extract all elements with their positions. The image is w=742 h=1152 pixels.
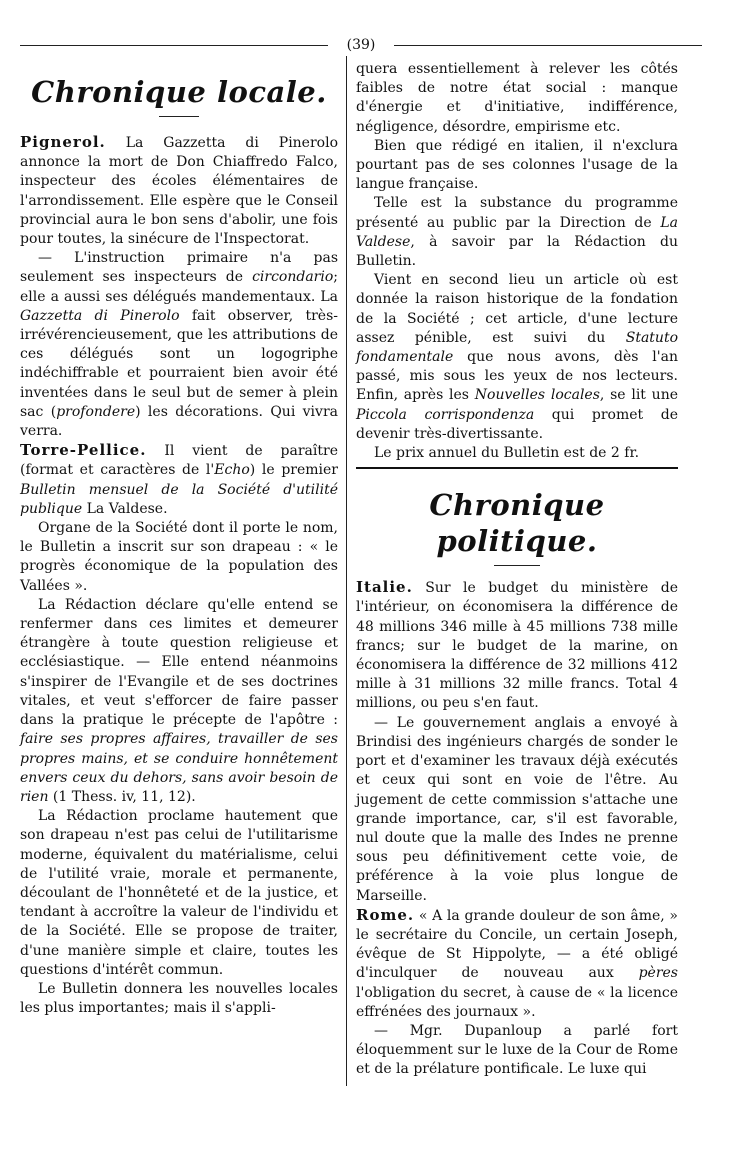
page-number: (39) (346, 37, 376, 53)
title-rule (159, 116, 199, 117)
paragraph-dupanloup: — Mgr. Dupanloup a parlé fort éloquemment sur le luxe de la Cour de Rome et de la prélature pontificale. Le luxe qui (356, 1022, 678, 1078)
chronique-locale-title: Chronique locale. (31, 75, 327, 109)
right-column (356, 60, 678, 1080)
paragraph-instruction: — L'instruction primaire n'a pas seulement ses inspecteurs de circondario; elle a aussi ses délégués mandementaux. La Gazzetta di Pinerolo fait observer, très-irrévérencieusement, que les attributions de ces délégués sont un logogriphe indéchiffrable et pourraient bien avoir été inventées dans le seul but de semer à plein sac (profondere) les décorations. Qui vivra verra. (20, 250, 338, 440)
paragraph-rome: Rome. « A la grande douleur de son âme, » le secrétaire du Concile, un certain Joseph, évêque de St Hippolyte, — a été obligé d'inculquer de nouveau aux pères l'obligation du secret, à cause de « la licence effrénées des journaux ». (356, 905, 678, 1020)
paragraph-langue: Bien que rédigé en italien, il n'exclura pourtant pas de ses colonnes l'usage de la langue française. (356, 137, 678, 193)
chronique-politique-title: Chronique politique. (429, 488, 605, 559)
left-column (20, 60, 338, 1018)
paragraph-italie: Italie. Sur le budget du ministère de l'intérieur, on économisera la différence de 48 millions 346 mille à 45 millions 738 mille francs; sur le budget de la marine, on économisera la différence de 32 millions 412 mille à 31 millions 32 mille francs. Total 4 millions, ou peu s'en faut. (356, 578, 678, 712)
paragraph-programme: Telle est la substance du programme présenté au public par la Direction de La Valdese, à savoir par la Rédaction du Bulletin. (356, 195, 678, 270)
paragraph-redaction-proclame: La Rédaction proclame hautement que son drapeau n'est pas celui de l'utilitarisme moderne, équivalent du matérialisme, celui de l'utilité vraie, morale et permanente, découlant de l'honnêteté et de la justice, et tendant à accroître la valeur de l'individu et de la Société. Elle se propose de traiter, d'une manière simple et claire, toutes les questions d'intérêt commun. (20, 808, 338, 978)
paragraph-bulletin-nouvelles: Le Bulletin donnera les nouvelles locales les plus importantes; mais il s'appli- (20, 980, 338, 1017)
column-divider (346, 56, 347, 1086)
paragraph-article: Vient en second lieu un article où est donnée la raison historique de la fondation de la Société ; cet article, d'une lecture assez pénible, est suivi du Statuto fondamentale que nous avons, dès l'an passé, mis sous les yeux de nos lecteurs. Enfin, après les Nouvelles locales, se lit une Piccola corrispondenza qui promet de devenir très-divertissante. (356, 272, 679, 442)
paragraph-organe: Organe de la Société dont il porte le nom, le Bulletin a inscrit sur son drapeau : « le progrès économique de la population des Vallées ». (20, 520, 338, 594)
place-heading: Italie. (356, 578, 413, 597)
place-heading: Torre-Pellice. (20, 441, 147, 460)
header-rule-right (394, 45, 702, 46)
page-header (20, 36, 702, 54)
place-heading: Pignerol. (20, 133, 106, 151)
title-rule (494, 565, 540, 566)
section-rule (356, 467, 678, 469)
paragraph-torre-pellice: Torre-Pellice. Il vient de paraître (format et caractères de l'Echo) le premier Bulletin mensuel de la Société d'utilité publique La Valdese. (20, 441, 338, 517)
place-heading: Rome. (356, 905, 415, 924)
paragraph-prix: Le prix annuel du Bulletin est de 2 fr. (374, 445, 640, 462)
paragraph-brindisi: — Le gouvernement anglais a envoyé à Brindisi des ingénieurs chargés de sonder le port et d'examiner les travaux déjà exécutés et ceux qui sont en voie de l'être. Au jugement de cette commission s'attache une grande importance, car, s'il est favorable, nul doute que la malle des Indes ne prenne sous peu définitivement cette voie, de préférence à la voie plus longue de Marseille. (356, 714, 678, 904)
paragraph-continuation: quera essentiellement à relever les côtés faibles de notre état social : manque d'énergie et d'initiative, indifférence, négligence, désordre, empirisme etc. (356, 61, 678, 135)
paragraph-redaction-declare: La Rédaction déclare qu'elle entend se renfermer dans ces limites et demeurer étrangère à toute question religieuse et ecclésiastique. — Elle entend néanmoins s'inspirer de l'Evangile et de ses doctrines vitales, et veut s'efforcer de faire passer dans la pratique le précepte de l'apôtre : faire ses propres affaires, travailler de ses propres mains, et se conduire honnêtement envers ceux du dehors, sans avoir besoin de rien (1 Thess. iv, 11, 12). (20, 596, 338, 805)
paragraph-pignerol: Pignerol. La Gazzetta di Pinerolo annonce la mort de Don Chiaffredo Falco, inspecteur des écoles élémentaires de l'arrondissement. Elle espère que le Conseil provincial aura le bon sens d'abolir, une fois pour toutes, la sinécure de l'Inspectorat. (20, 133, 338, 248)
